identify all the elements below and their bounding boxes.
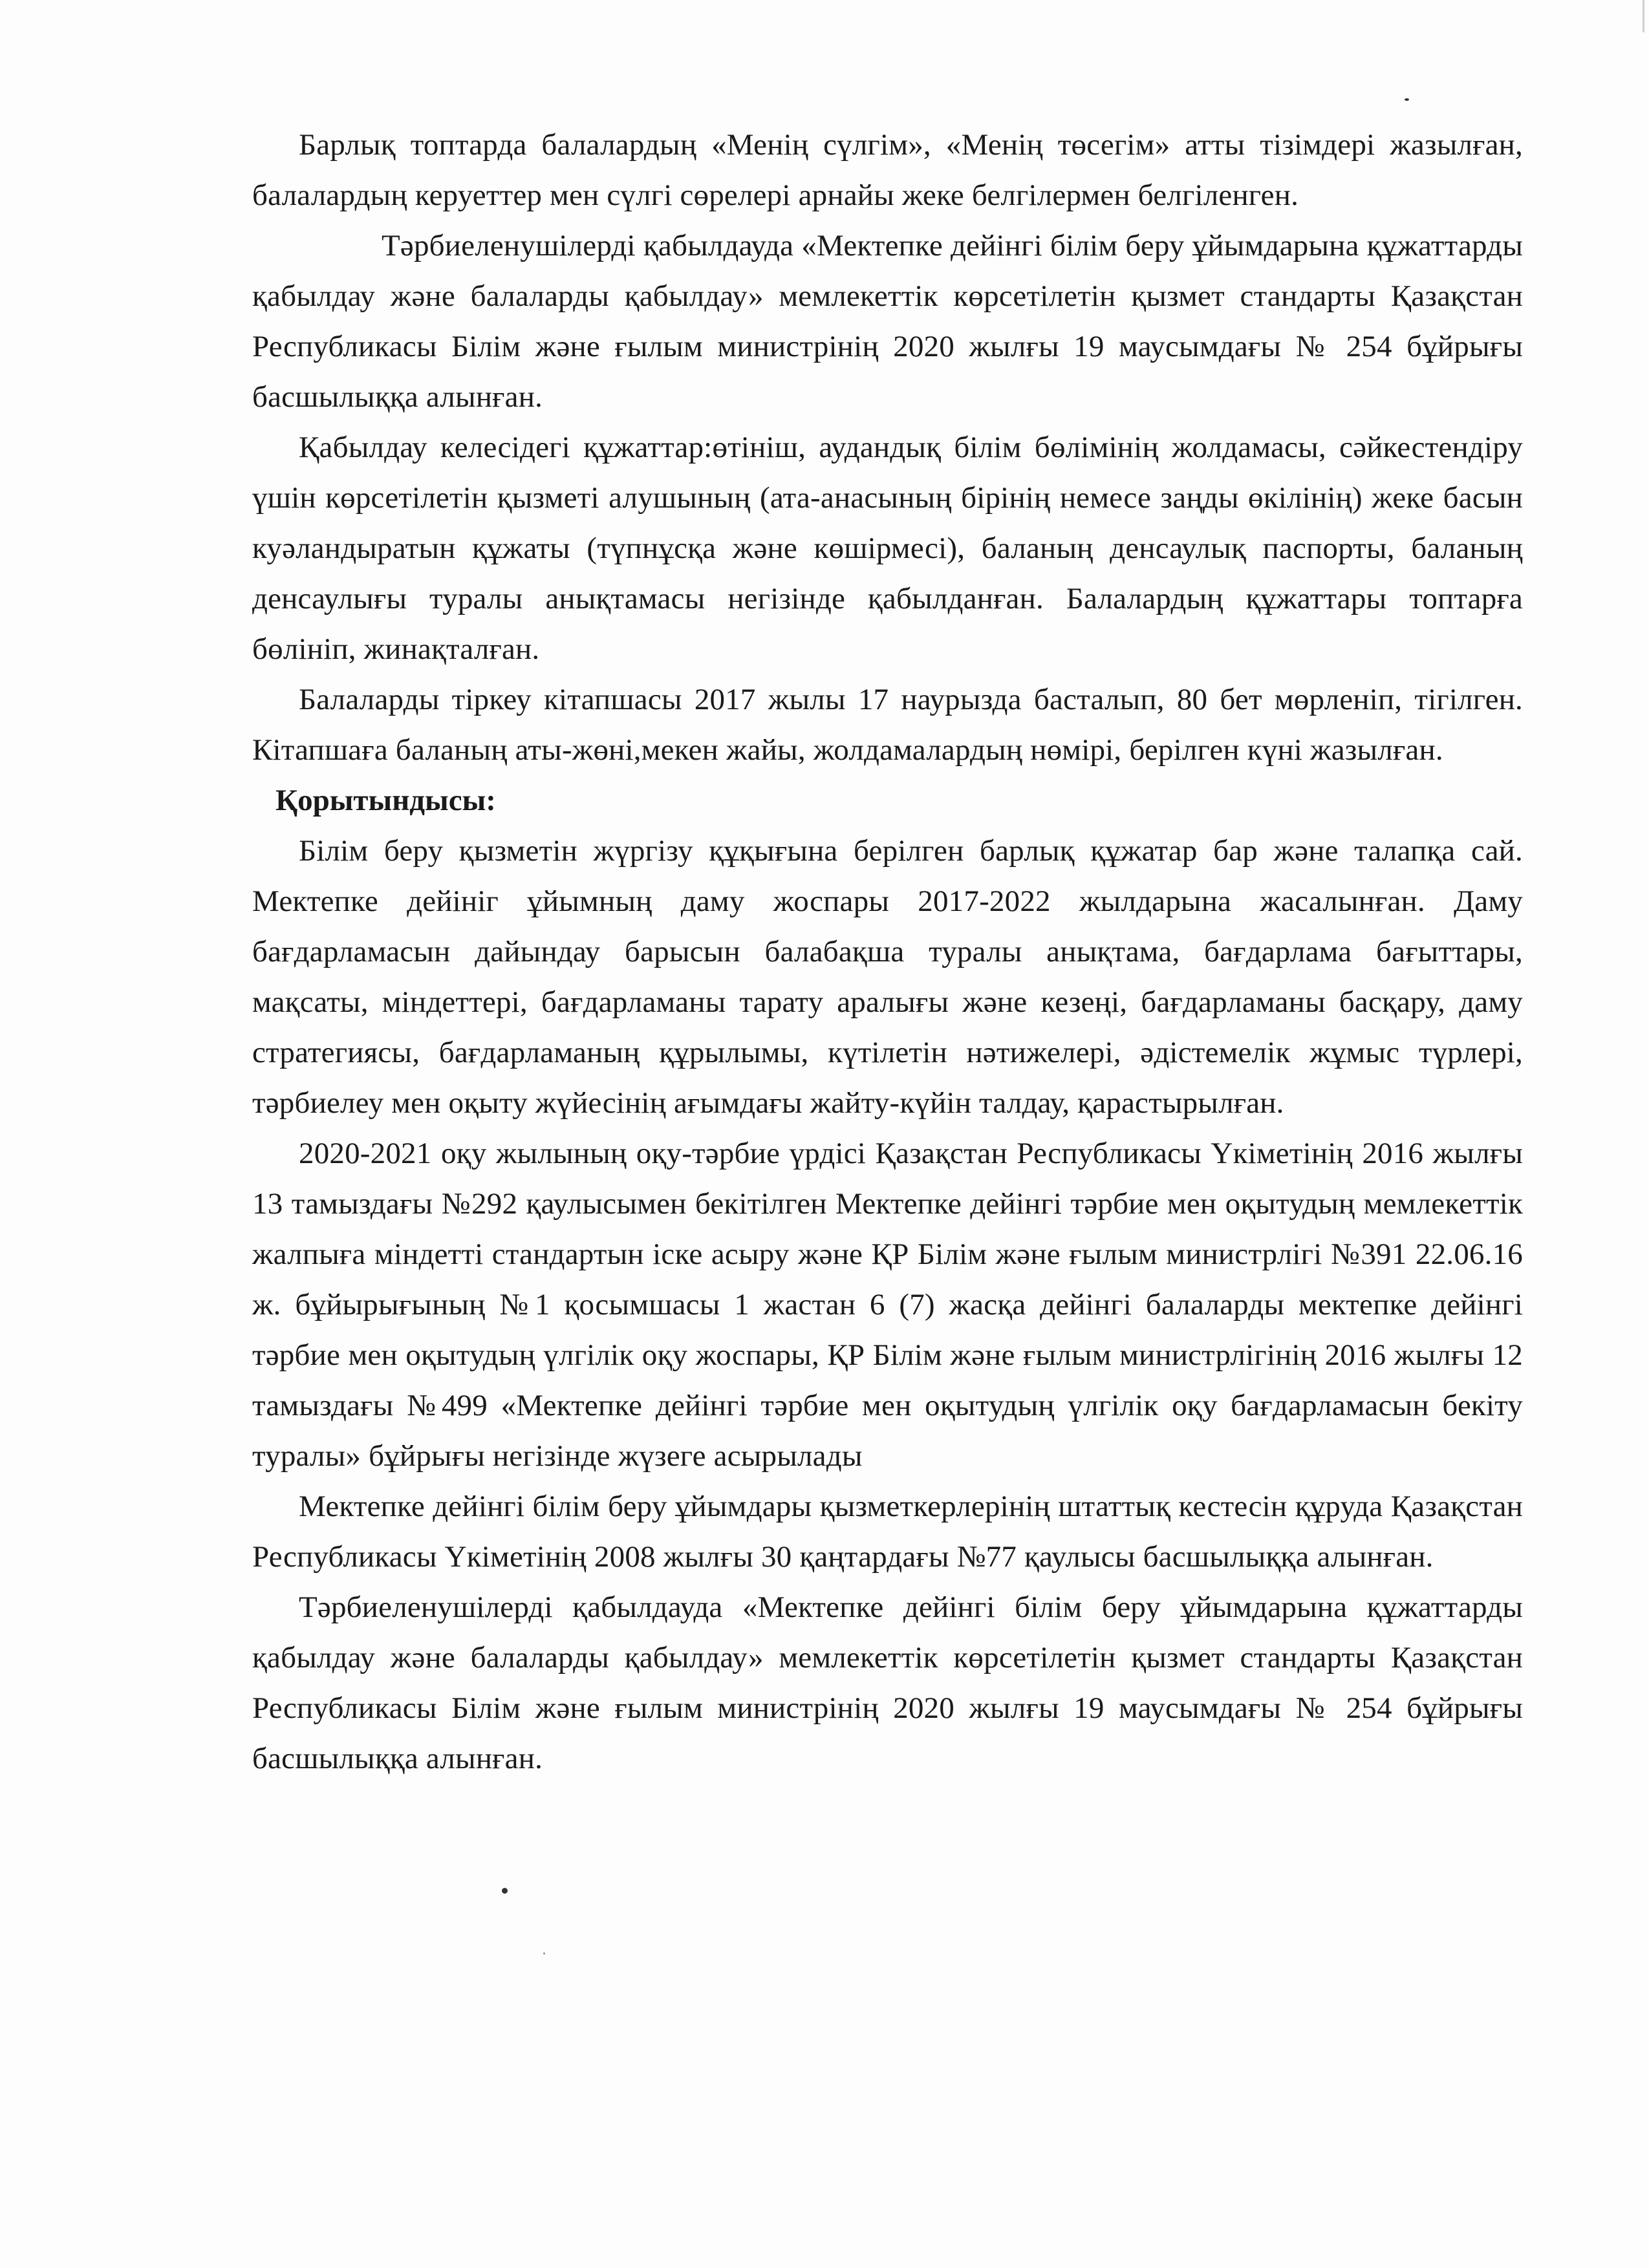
- scan-edge-line: [1643, 0, 1644, 32]
- paragraph-admission-standard: Тәрбиеленушілерді қабылдауда «Мектепке дейінгі білім беру ұйымдарына құжаттарды қабылдау және балаларды қабылдау» мемлекеттік көрсетілетін қызмет стандарты Қазақстан Республикасы Білім және ғылым министрінің 2020 жылғы 19 маусымдағы № 254 бұйрығы басшылыққа алынған.: [252, 229, 1523, 414]
- paragraph-group-lists: Барлық топтарда балалардың «Менің сүлгім», «Менің төсегім» атты тізімдері жазылған, балалардың керуеттер мен сүлгі сөрелері арнайы жеке белгілермен белгіленген.: [252, 128, 1523, 212]
- scan-speck-small: [543, 1952, 545, 1954]
- scan-speck: [1405, 98, 1409, 101]
- paragraph-educational-process: 2020-2021 оқу жылының оқу-тәрбие үрдісі Қазақстан Республикасы Үкіметінің 2016 жылғы 13 тамыздағы №292 қаулысымен бекітілген Мектепке дейінгі тәрбие мен оқытудың мемлекеттік жалпыға міндетті стандартын іске асыру және ҚР Білім және ғылым министрлігі №391 22.06.16 ж. бұйырығының №1 қосымшасы 1 жастан 6 (7) жасқа дейінгі балаларды мектепке дейінгі тәрбие мен оқытудың үлгілік оқу жоспары, ҚР Білім және ғылым министрлігінің 2016 жылғы 12 тамыздағы №499 «Мектепке дейінгі тәрбие мен оқытудың үлгілік оқу бағдарламасын бекіту туралы» бұйрығы негізінде жүзеге асырылады: [252, 1137, 1523, 1473]
- scan-dot: [502, 1888, 508, 1894]
- document-body: [252, 120, 1523, 1784]
- paragraph-registration-book: Балаларды тіркеу кітапшасы 2017 жылы 17 наурызда басталып, 80 бет мөрленіп, тігілген. Кітапшаға баланың аты-жөні,мекен жайы, жолдамалардың нөмірі, берілген күні жазылған.: [252, 683, 1523, 767]
- conclusion-heading: Қорытындысы:: [275, 784, 496, 817]
- paragraph-admission-standard-repeat: Тәрбиеленушілерді қабылдауда «Мектепке дейінгі білім беру ұйымдарына құжаттарды қабылдау және балаларды қабылдау» мемлекеттік көрсетілетін қызмет стандарты Қазақстан Республикасы Білім және ғылым министрінің 2020 жылғы 19 маусымдағы № 254 бұйрығы басшылыққа алынған.: [252, 1590, 1523, 1775]
- paragraph-admission-documents: Қабылдау келесідегі құжаттар:өтініш, аудандық білім бөлімінің жолдамасы, сәйкестендіру үшін көрсетілетін қызметі алушының (ата-анасының бірінің немесе заңды өкілінің) жеке басын куәландыратын құжаты (түпнұсқа және көшірмесі), баланың денсаулық паспорты, баланың денсаулығы туралы анықтамасы негізінде қабылданған. Балалардың құжаттары топтарға бөлініп, жинақталған.: [252, 431, 1523, 666]
- paragraph-staffing: Мектепке дейінгі білім беру ұйымдары қызметкерлерінің штаттық кестесін құруда Қазақстан Республикасы Үкіметінің 2008 жылғы 30 қаңтардағы №77 қаулысы басшылыққа алынған.: [252, 1490, 1523, 1574]
- paragraph-development-plan: Білім беру қызметін жүргізу құқығына берілген барлық құжатар бар және талапқа сай. Мектепке дейініг ұйымның даму жоспары 2017-2022 жылдарына жасалынған. Даму бағдарламасын дайындау барысын балабақша туралы анықтама, бағдарлама бағыттары, мақсаты, міндеттері, бағдарламаны тарату аралығы және кезеңі, бағдарламаны басқару, даму стратегиясы, бағдарламаның құрылымы, күтілетін нәтижелері, әдістемелік жұмыс түрлері, тәрбиелеу мен оқыту жүйесінің ағымдағы жайту-күйін талдау, қарастырылған.: [252, 834, 1523, 1120]
